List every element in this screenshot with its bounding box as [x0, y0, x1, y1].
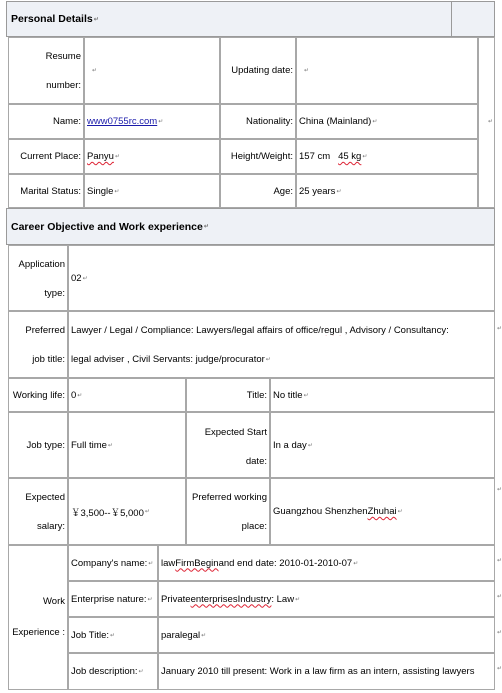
company-name-value: law FirmBegin and end date: 2010-01-2010-07 ↵	[158, 545, 495, 581]
working-life-label: Working life:	[8, 378, 68, 412]
current-place-value: Panyu ↵	[84, 139, 220, 174]
application-type-label: Application type:	[8, 245, 68, 311]
height-value: 157 cm	[299, 151, 331, 162]
nationality-label: Nationality:	[220, 104, 296, 139]
height-weight-label: Height/Weight:	[220, 139, 296, 174]
nationality-value: China (Mainland) ↵	[296, 104, 478, 139]
marital-status-label: Marital Status:	[8, 174, 84, 208]
expected-start-value: In a day ↵	[270, 412, 495, 478]
application-type-value: 02 ↵	[68, 245, 495, 311]
title-label: Title:	[186, 378, 270, 412]
company-name-label: Company's name: ↵	[68, 545, 158, 581]
preferred-place-label: Preferred working place:	[186, 478, 270, 545]
personal-details-title: Personal Details	[11, 13, 93, 25]
expected-start-label: Expected Start date:	[186, 412, 270, 478]
current-place-label: Current Place:	[8, 139, 84, 174]
personal-details-header: Personal Details ↵	[6, 1, 452, 37]
resume-label-line1: Resume	[45, 51, 81, 62]
job-description-label: Job description: ↵	[68, 653, 158, 690]
expected-salary-label: Expected salary:	[8, 478, 68, 545]
enterprise-nature-label: Enterprise nature: ↵	[68, 581, 158, 617]
career-title: Career Objective and Work experience	[11, 220, 203, 233]
updating-date-label: Updating date:	[220, 37, 296, 104]
header-side-cell	[451, 1, 495, 37]
job-type-label: Job type:	[8, 412, 68, 478]
resume-label-line2: number:	[46, 80, 81, 91]
preferred-line-2: legal adviser , Civil Servants: judge/procurator↵	[71, 354, 271, 365]
career-header: Career Objective and Work experience ↵	[6, 208, 495, 245]
job-title-label: Job Title: ↵	[68, 617, 158, 653]
job-type-value: Full time ↵	[68, 412, 186, 478]
marital-status-value: Single ↵	[84, 174, 220, 208]
preferred-job-title-label: Preferred job title:	[8, 311, 68, 378]
preferred-job-title-value	[68, 311, 495, 378]
expected-salary-value: ￥3,500--￥5,000 ↵	[68, 478, 186, 545]
resume-number-label-cell	[8, 37, 84, 104]
name-label: Name:	[8, 104, 84, 139]
preferred-place-value: Guangzhou Shenzhen Zhuhai ↵	[270, 478, 495, 545]
age-label: Age:	[220, 174, 296, 208]
title-value: No title ↵	[270, 378, 495, 412]
work-experience-label: Work Experience :	[8, 545, 68, 690]
working-life-value: 0 ↵	[68, 378, 186, 412]
name-link[interactable]: www0755rc.com	[87, 116, 158, 127]
resume-number-value: ↵	[84, 37, 220, 104]
height-weight-value: 157 cm 45 kg ↵	[296, 139, 478, 174]
name-value: www0755rc.com ↵	[84, 104, 220, 139]
age-value: 25 years ↵	[296, 174, 478, 208]
weight-value: 45 kg	[338, 151, 362, 162]
preferred-line-1: Lawyer / Legal / Compliance: Lawyers/legal affairs of office/regul , Advisory / Consultancy:	[71, 325, 449, 336]
enterprise-nature-value: Private enterprisesIndustry : Law ↵	[158, 581, 495, 617]
resume-page: Personal Details ↵ ↵ Resume number: ↵ Updating date: ↵ Name: www0755rc.com ↵ Nationality: China (Mainland) ↵ Current Place: Panyu ↵ Height/Weight: 157 cm 45 kg ↵ Marital Status: Single ↵ Age: 25 years ↵ Career Objective and Work experience ↵ Application type: 02 ↵ Preferred job title: Lawyer / Legal / Compliance: Lawyers/legal affairs of office/regul , Advisory / Consultancy: legal adviser , Civil Servants: judge/procurator↵ Working life: 0 ↵ Title: No title ↵ Job type: Full time ↵ Expected Start date: In a day ↵ Expected salary: ￥3,500--￥5,000 ↵ Preferred working place: Guangzhou Shenzhen Zhuhai ↵ Work Experience : Company's name: ↵ law FirmBegin and end date: 2010-01-2010-07 ↵ Enterprise nature: ↵ Private enterprisesIndustry : Law ↵ Job Title: ↵ paralegal ↵ Job description: ↵ January 2010 till present: Work in a law firm as an intern, assisting lawyers ↵ ↵ ↵ ↵ ↵ ↵	[0, 0, 502, 693]
job-title-value: paralegal ↵	[158, 617, 495, 653]
job-description-value: January 2010 till present: Work in a law firm as an intern, assisting lawyers	[158, 653, 495, 690]
updating-date-value: ↵	[296, 37, 478, 104]
